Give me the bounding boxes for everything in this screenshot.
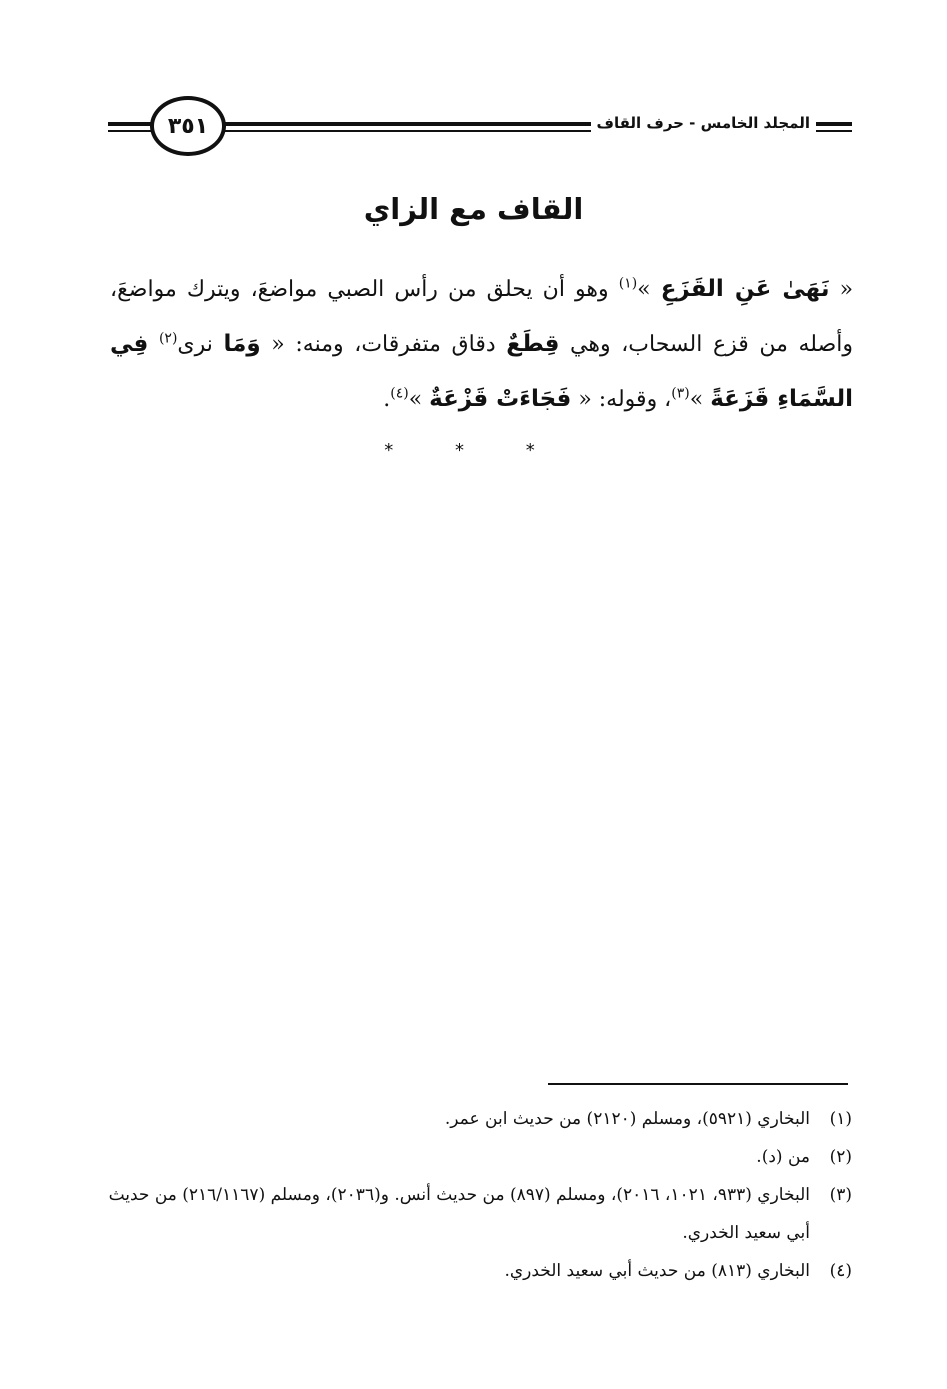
footnote-item [100, 1138, 852, 1176]
header-rule-left-thick [108, 122, 154, 126]
hadith-phrase: نَهَىٰ عَنِ القَزَعِ [660, 276, 830, 302]
footnote-text: من (د). [756, 1147, 810, 1167]
footnote-text: البخاري (٩٣٣، ١٠٢١، ٢٠١٦)، ومسلم (٨٩٧) من حديث أنس. و(٢٠٣٦)، ومسلم (٢١٦/١١٦٧) من حديث أبي سعيد الخدري. [108, 1185, 810, 1243]
header-rule-left-thin [108, 130, 154, 132]
open-quote: « [829, 277, 854, 302]
close-quote: » [689, 387, 711, 412]
footnote-number: (٢) [829, 1147, 852, 1167]
qita-word: قِطَعٌ [506, 331, 560, 357]
footnote-text: البخاري (٨١٣) من حديث أبي سعيد الخدري. [504, 1261, 810, 1281]
page-number-badge [150, 96, 226, 156]
footnote-item [100, 1100, 852, 1138]
footnote-ref-2: (٢) [158, 330, 178, 347]
footnote-ref-3: (٣) [671, 385, 690, 402]
second-phrase: فَجَاءَتْ قَزْعَةٌ [429, 386, 572, 412]
body-paragraph [110, 262, 853, 427]
body-text-segment [148, 332, 159, 357]
footnote-number: (١) [829, 1109, 852, 1129]
footnote-ref-4: (٤) [390, 385, 409, 402]
footnote-item [100, 1176, 852, 1252]
footnote-item [100, 1252, 852, 1290]
page-number: ٣٥١ [167, 113, 209, 139]
footnote-number: (٣) [829, 1185, 852, 1205]
quran-phrase: فِي السَّمَاءِ قَزَعَةً [110, 331, 853, 412]
footnotes [100, 1100, 852, 1290]
close-quote: » [637, 277, 661, 302]
section-separator-stars: * * * [384, 440, 563, 461]
body-text-segment: . [383, 387, 391, 412]
wama-word: وَمَا [223, 331, 261, 357]
close-quote: » [408, 387, 430, 412]
footnote-text: البخاري (٥٩٢١)، ومسلم (٢١٢٠) من حديث ابن عمر. [444, 1109, 810, 1129]
body-text-segment: دقاق متفرقات، ومنه: « [260, 332, 507, 357]
footnote-number: (٤) [829, 1261, 852, 1281]
page-header [108, 96, 852, 164]
footnote-separator-rule [548, 1083, 848, 1085]
body-text-segment: ، وقوله: « [571, 387, 672, 412]
section-title: القاف مع الزاي [363, 192, 584, 226]
body-text-segment: وهو أن يحلق من رأس الصبي مواضعَ، ويترك مواضعَ، وأصله من قزع السحاب، وهي [110, 277, 853, 357]
body-text-segment: نرى [177, 332, 224, 357]
footnote-ref-1: (١) [618, 275, 638, 292]
running-title: المجلد الخامس - حرف القاف [591, 114, 816, 132]
